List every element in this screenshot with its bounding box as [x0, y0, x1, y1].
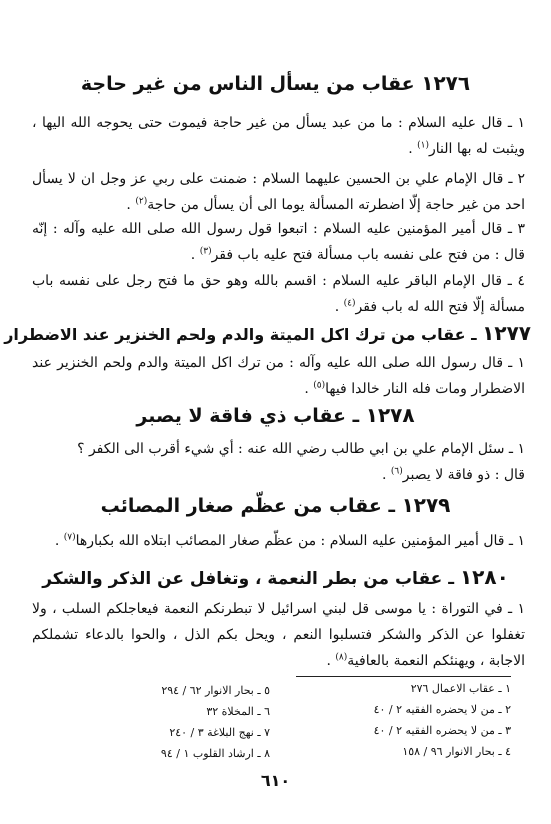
footnotes-column-right [296, 678, 511, 762]
paragraph: ١ ـ قال عليه السلام : ما من عبد يسأل من غير حاجة فيموت حتى يحوجه الله اليها ، ويثبت له بها النار$^{(١)}$ . [32, 115, 525, 157]
footnote: ٥ ـ بحار الانوار ٦٢ / ٢٩٤ [161, 684, 270, 697]
section-title: عقاب من يسأل الناس من غير حاجة [80, 73, 415, 95]
footnote: ٧ ـ نهج البلاغة ٣ / ٢٤٠ [169, 726, 270, 739]
footnotes-column-left [70, 680, 270, 764]
paragraph: ٣ ـ قال أمير المؤمنين عليه السلام : اتبعوا قول رسول الله صلى الله عليه وآله : إنّه قال : من فتح على نفسه باب مسألة فتح عليه باب فقر$^{(٣)}$ . [32, 221, 525, 263]
footnote-ref: (٥) [313, 380, 326, 391]
footnote-ref: (٧) [63, 532, 76, 543]
section-number: ١٢٧٨ [365, 403, 415, 427]
footnote-ref: (١) [417, 140, 429, 151]
section-heading-1279 [60, 492, 491, 519]
footnote: ٦ ـ المخلاة ٣٢ [206, 705, 270, 718]
paragraph: ١ ـ سئل الإمام علي بن ابي طالب رضي الله عنه : أي شيء أقرب الى الكفر ؟ [77, 441, 525, 457]
paragraph: ١ ـ قال رسول الله صلى الله عليه وآله : من ترك اكل الميتة والدم ولحم الخنزير عند الاضطرار ومات فله النار خالدا فيها$^{(٥)}$ . [32, 355, 525, 397]
section-title: ـ عقاب ذي فاقة لا يصبر [136, 405, 360, 427]
footnote-ref: (٣) [199, 246, 212, 257]
footnote-ref: (٢) [135, 196, 148, 207]
section-title: ـ عقاب من عظّم صغار المصائب [100, 495, 395, 517]
footnote: ٨ ـ ارشاد القلوب ١ / ٩٤ [160, 747, 270, 760]
section-number: ١٢٨٠ [459, 565, 509, 589]
section-number: ١٢٧٦ [421, 71, 471, 95]
footnote: ٢ ـ من لا يحضره الفقيه ٢ / ٤٠ [373, 703, 511, 716]
section-title: ـ عقاب من ترك اكل الميتة والدم ولحم الخنزير عند الاضطرار [4, 325, 477, 344]
footnote: ٤ ـ بحار الانوار ٩٦ / ١٥٨ [402, 745, 511, 758]
footnote-ref: (٨) [335, 652, 348, 663]
section-number: ١٢٧٩ [401, 493, 451, 517]
section-heading-1277 [4, 320, 531, 348]
paragraph: ٤ ـ قال الإمام الباقر عليه السلام : اقسم بالله وهو حق ما فتح رجل على نفسه باب مسألة إلّا فتح الله له باب فقر$^{(٤)}$ . [32, 273, 525, 315]
footnote: ١ ـ عقاب الاعمال ٢٧٦ [410, 682, 511, 695]
section-title: ـ عقاب من بطر النعمة ، وتغافل عن الذكر والشكر [42, 569, 455, 589]
paragraph: ٢ ـ قال الإمام علي بن الحسين عليهما السلام : ضمنت على ربي عز وجل ان لا يسأل احد من غير حاجة إلّا اضطرته المسألة يوما الى أن يسأل من حاجة$^{(٢)}$ . [32, 171, 525, 213]
section-heading-1278 [60, 402, 491, 429]
paragraph: ١ ـ قال أمير المؤمنين عليه السلام : من عظّم صغار المصائب ابتلاه الله بكبارها$^{(٧)}$ . [54, 532, 525, 549]
footnote-divider [296, 676, 511, 677]
page-number: ٦١٠ [260, 771, 291, 790]
footnote-ref: (٦) [390, 466, 403, 477]
section-heading-1276 [60, 70, 491, 97]
footnote-ref: (٤) [343, 298, 356, 309]
paragraph: قال : ذو فاقة لا يصبر$^{(٦)}$ . [381, 466, 525, 483]
section-number: ١٢٧٧ [482, 321, 531, 345]
paragraph: ١ ـ في التوراة : يا موسى قل لبني اسرائيل لا تبطرنكم النعمة فيعاجلكم السلب ، ولا تغفلوا عن الذكر والشكر فتسلبوا النعم ، ويحل بكم الذل ، والحوا بالدعاء تشملكم الاجابة ، ويهنئكم النعمة بالعافية$^{(٨)}$ . [32, 601, 525, 669]
footnote: ٣ ـ من لا يحضره الفقيه ٢ / ٤٠ [373, 724, 511, 737]
section-heading-1280 [30, 564, 521, 592]
